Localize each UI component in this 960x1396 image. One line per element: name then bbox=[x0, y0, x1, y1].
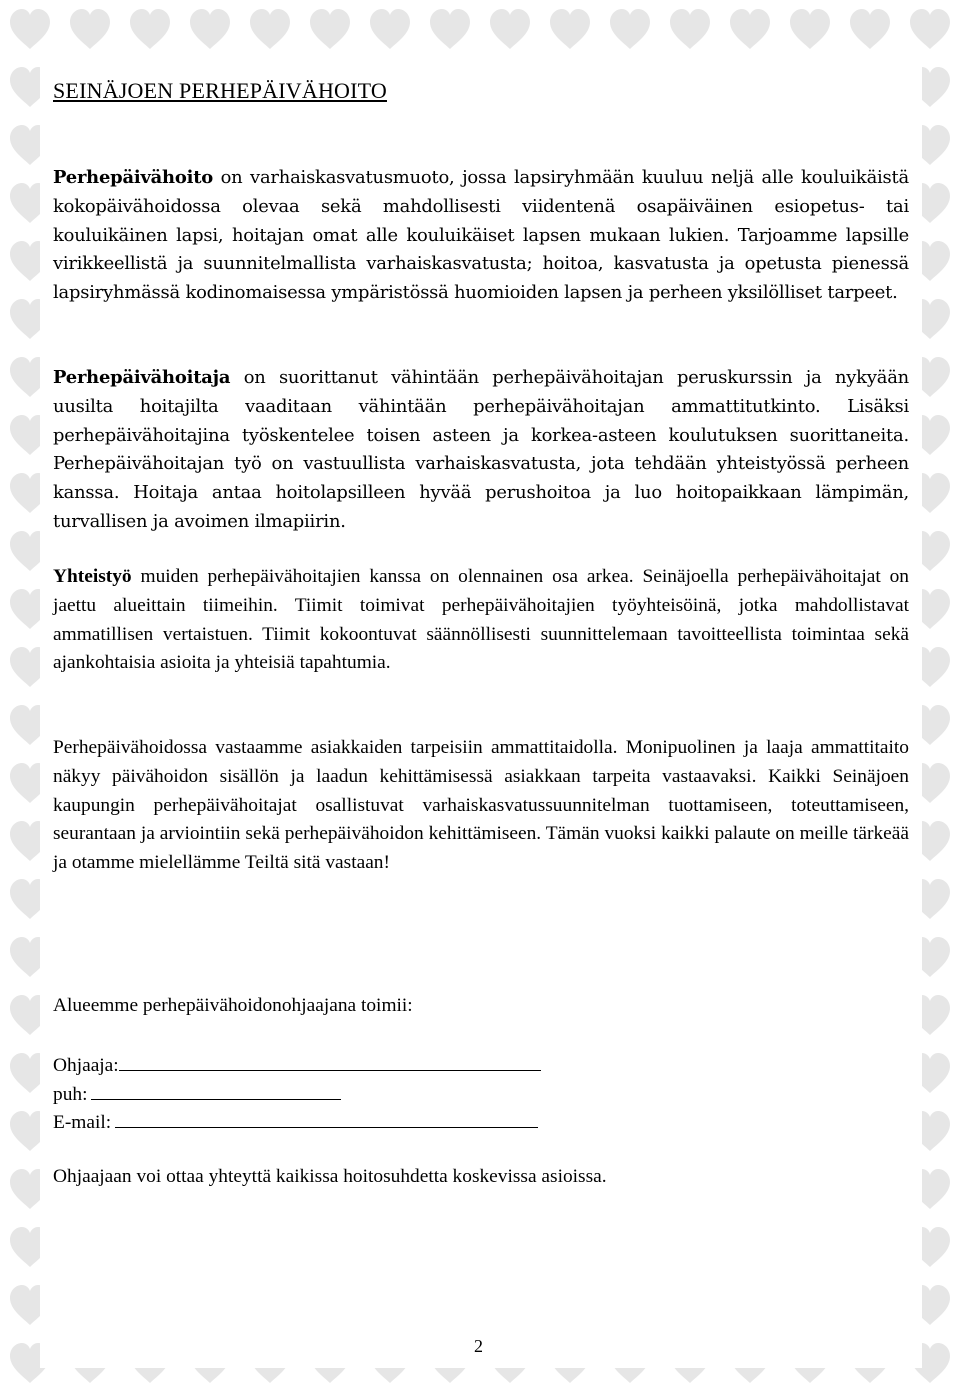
puh-row bbox=[53, 1079, 341, 1109]
page-title: SEINÄJOEN PERHEPÄIVÄHOITO bbox=[53, 78, 387, 103]
puh-label: puh: bbox=[53, 1084, 88, 1105]
email-label: E-mail: bbox=[53, 1112, 112, 1133]
paragraph-text: on suorittanut vähintään perhepäivähoitajan peruskurssin ja nykyään uusilta hoitajilta vaaditaan vähintään perhepäivähoitajan ammattitutkinto. Lisäksi perhepäivähoitajina työskentelee toisen asteen ja korkea-asteen koulutuksen suorittaneita. Perhepäivähoitajan työ on vastuullista varhaiskasvatusta, jota tehdään yhteistyössä perheen kanssa. Hoitaja antaa hoitolapsilleen hyvää perushoitoa ja luo hoitopaikkaan lämpimän, turvallisen ja avoimen ilmapiirin. bbox=[53, 367, 909, 532]
paragraph-text: muiden perhepäivähoitajien kanssa on olennainen osa arkea. Seinäjoella perhepäivähoitajat on jaettu alueittain tiimeihin. Tiimit toimivat perhepäivähoitajien työyhteisöinä, jotka mahdollistavat ammatillisen vertaistuen. Tiimit kokoontuvat säännöllisesti suunnittelemaan tavoitteellista toimintaa sekä ajankohtaisia asioita ja yhteisiä tapahtumia. bbox=[53, 566, 909, 674]
ohjaaja-row bbox=[53, 1050, 541, 1080]
paragraph-lead: Perhepäivähoitaja bbox=[53, 367, 231, 388]
ohjaaja-field-line bbox=[119, 1050, 541, 1071]
ohjaaja-label: Ohjaaja: bbox=[53, 1055, 119, 1076]
email-field-line bbox=[115, 1107, 538, 1128]
paragraph-yhteistyo bbox=[53, 563, 909, 678]
page-number: 2 bbox=[474, 1336, 483, 1356]
paragraph-lead: Yhteistyö bbox=[53, 566, 132, 587]
contact-intro: Alueemme perhepäivähoidonohjaajana toimii: bbox=[53, 995, 413, 1016]
paragraph-perhepaivahoito bbox=[53, 164, 909, 308]
closing-text: Ohjaajaan voi ottaa yhteyttä kaikissa hoitosuhdetta koskevissa asioissa. bbox=[53, 1166, 607, 1187]
paragraph-text: Perhepäivähoidossa vastaamme asiakkaiden tarpeisiin ammattitaidolla. Monipuolinen ja laaja ammattitaito näkyy päivähoidon sisällön ja laadun kehittämisessä asiakkaan tarpeita vastaavaksi. Kaikki Seinäjoen kaupungin perhepäivähoitajat osallistuvat varhaiskasvatussuunnitelman tuottamiseen, toteuttamiseen, seurantaan ja arviointiin sekä perhepäivähoidon kehittämiseen. Tämän vuoksi kaikki palaute on meille tärkeää ja otamme mielellämme Teiltä sitä vastaan! bbox=[53, 737, 909, 874]
paragraph-text: on varhaiskasvatusmuoto, jossa lapsiryhmään kuuluu neljä alle kouluikäistä kokopäivähoidossa olevaa sekä mahdollisesti viidentenä osapäiväinen esiopetus- tai kouluikäinen lapsi, hoitajan omat alle kouluikäiset lapsen mukaan lukien. Tarjoamme lapsille virikkeellistä ja suunnitelmallista varhaiskasvatusta; hoitoa, kasvatusta ja opetusta pienessä lapsiryhmässä kodinomaisessa ympäristössä huomioiden lapsen ja perheen yksilölliset tarpeet. bbox=[53, 167, 909, 304]
puh-field-line bbox=[91, 1079, 341, 1100]
paragraph-lead: Perhepäivähoito bbox=[53, 167, 213, 188]
email-row bbox=[53, 1107, 538, 1137]
paragraph-asiakkaat bbox=[53, 734, 909, 878]
paragraph-perhepaivahoitaja bbox=[53, 364, 909, 537]
